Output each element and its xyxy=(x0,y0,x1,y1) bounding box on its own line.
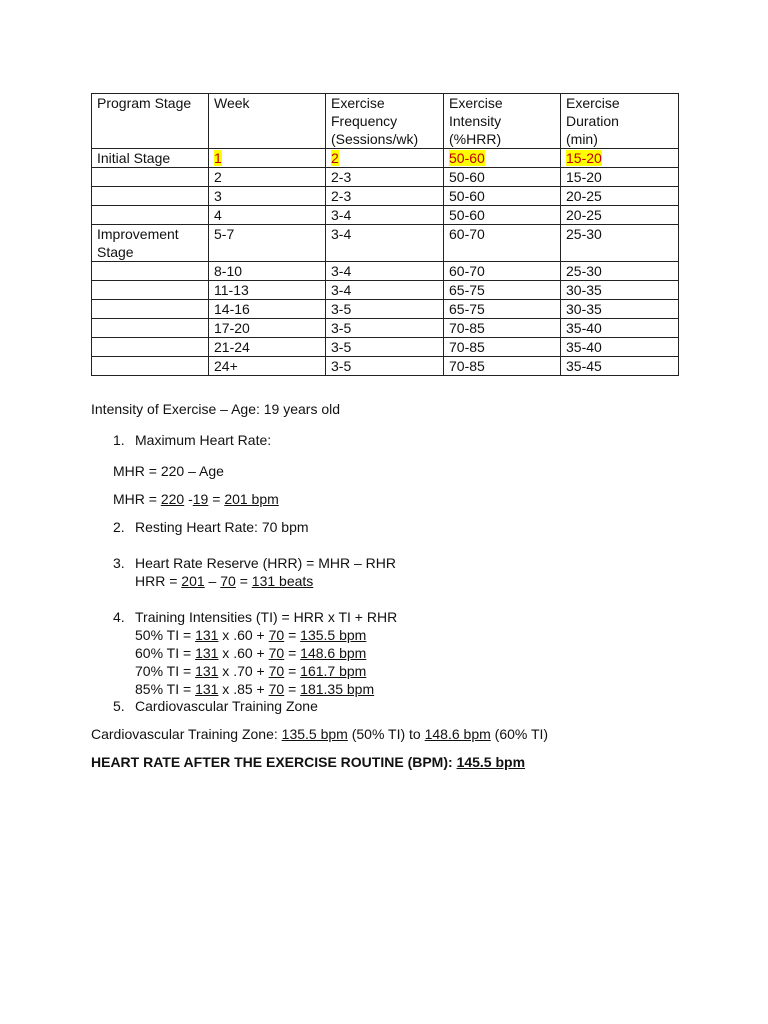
freq-cell: 2-3 xyxy=(326,187,444,206)
week-cell: 2 xyxy=(209,168,326,187)
intensity-cell: 65-75 xyxy=(444,300,561,319)
mhr-formula: MHR = 220 – Age xyxy=(113,463,224,479)
table-row xyxy=(92,338,679,357)
mhr-calculation: MHR = 220 -19 = 201 bpm xyxy=(113,491,279,507)
stage-cell xyxy=(92,300,209,319)
freq-cell: 3-5 xyxy=(326,300,444,319)
week-cell: 1 xyxy=(209,149,326,168)
stage-cell xyxy=(92,187,209,206)
intensity-cell: 70-85 xyxy=(444,338,561,357)
list-item-2: 2. Resting Heart Rate: 70 bpm xyxy=(113,519,309,535)
ti-line: 85% TI = 131 x .85 + 70 = 181.35 bpm xyxy=(135,681,375,697)
freq-cell: 3-5 xyxy=(326,357,444,376)
week-cell: 4 xyxy=(209,206,326,225)
duration-cell: 30-35 xyxy=(561,281,679,300)
duration-cell: 20-25 xyxy=(561,187,679,206)
duration-cell: 15-20 xyxy=(561,149,679,168)
table-row xyxy=(92,357,679,376)
exercise-program-table xyxy=(91,93,679,376)
week-cell: 24+ xyxy=(209,357,326,376)
table-header-cell: Program Stage xyxy=(92,94,209,149)
intensity-cell: 70-85 xyxy=(444,319,561,338)
duration-cell: 20-25 xyxy=(561,206,679,225)
table-row xyxy=(92,319,679,338)
table-header-cell: Week xyxy=(209,94,326,149)
ti-line: 50% TI = 131 x .60 + 70 = 135.5 bpm xyxy=(135,627,367,643)
duration-cell: 35-45 xyxy=(561,357,679,376)
list-item-5: 5. Cardiovascular Training Zone xyxy=(113,698,318,714)
table-row xyxy=(92,168,679,187)
stage-cell xyxy=(92,338,209,357)
freq-cell: 3-4 xyxy=(326,281,444,300)
table-row xyxy=(92,149,679,168)
table-header-cell: Exercise Intensity (%HRR) xyxy=(444,94,561,149)
table-row xyxy=(92,281,679,300)
duration-cell: 35-40 xyxy=(561,319,679,338)
stage-cell xyxy=(92,206,209,225)
ti-line: 70% TI = 131 x .70 + 70 = 161.7 bpm xyxy=(135,663,367,679)
freq-cell: 3-4 xyxy=(326,206,444,225)
week-cell: 14-16 xyxy=(209,300,326,319)
week-cell: 17-20 xyxy=(209,319,326,338)
table-header-cell: Exercise Frequency (Sessions/wk) xyxy=(326,94,444,149)
duration-cell: 30-35 xyxy=(561,300,679,319)
week-cell: 11-13 xyxy=(209,281,326,300)
freq-cell: 2-3 xyxy=(326,168,444,187)
intensity-cell: 50-60 xyxy=(444,206,561,225)
intensity-cell: 65-75 xyxy=(444,281,561,300)
duration-cell: 15-20 xyxy=(561,168,679,187)
stage-cell xyxy=(92,168,209,187)
freq-cell: 2 xyxy=(326,149,444,168)
stage-cell xyxy=(92,262,209,281)
heart-rate-after-exercise: HEART RATE AFTER THE EXERCISE ROUTINE (BPM): 145.5 bpm xyxy=(91,754,526,770)
week-cell: 8-10 xyxy=(209,262,326,281)
table-header-row xyxy=(92,94,679,149)
duration-cell: 25-30 xyxy=(561,225,679,262)
duration-cell: 25-30 xyxy=(561,262,679,281)
stage-cell: Initial Stage xyxy=(92,149,209,168)
week-cell: 21-24 xyxy=(209,338,326,357)
freq-cell: 3-5 xyxy=(326,338,444,357)
table-row xyxy=(92,206,679,225)
table-header-cell: Exercise Duration (min) xyxy=(561,94,679,149)
list-item-1: 1. Maximum Heart Rate: xyxy=(113,432,272,448)
table-row xyxy=(92,262,679,281)
training-zone: Cardiovascular Training Zone: 135.5 bpm (50% TI) to 148.6 bpm (60% TI) xyxy=(91,726,549,742)
stage-cell xyxy=(92,357,209,376)
intensity-cell: 60-70 xyxy=(444,225,561,262)
table-row xyxy=(92,225,679,262)
freq-cell: 3-5 xyxy=(326,319,444,338)
intensity-cell: 60-70 xyxy=(444,262,561,281)
stage-cell xyxy=(92,281,209,300)
intensity-cell: 50-60 xyxy=(444,187,561,206)
week-cell: 3 xyxy=(209,187,326,206)
week-cell: 5-7 xyxy=(209,225,326,262)
intensity-title: Intensity of Exercise – Age: 19 years old xyxy=(91,401,341,417)
ti-line: 60% TI = 131 x .60 + 70 = 148.6 bpm xyxy=(135,645,367,661)
intensity-cell: 70-85 xyxy=(444,357,561,376)
stage-cell xyxy=(92,319,209,338)
list-item-3: 3. Heart Rate Reserve (HRR) = MHR – RHR xyxy=(113,555,396,571)
freq-cell: 3-4 xyxy=(326,225,444,262)
intensity-cell: 50-60 xyxy=(444,149,561,168)
stage-cell: Improvement Stage xyxy=(92,225,209,262)
hrr-calculation: HRR = 201 – 70 = 131 beats xyxy=(135,573,314,589)
intensity-cell: 50-60 xyxy=(444,168,561,187)
table-row xyxy=(92,187,679,206)
freq-cell: 3-4 xyxy=(326,262,444,281)
duration-cell: 35-40 xyxy=(561,338,679,357)
table-row xyxy=(92,300,679,319)
list-item-4: 4. Training Intensities (TI) = HRR x TI + RHR xyxy=(113,609,398,625)
